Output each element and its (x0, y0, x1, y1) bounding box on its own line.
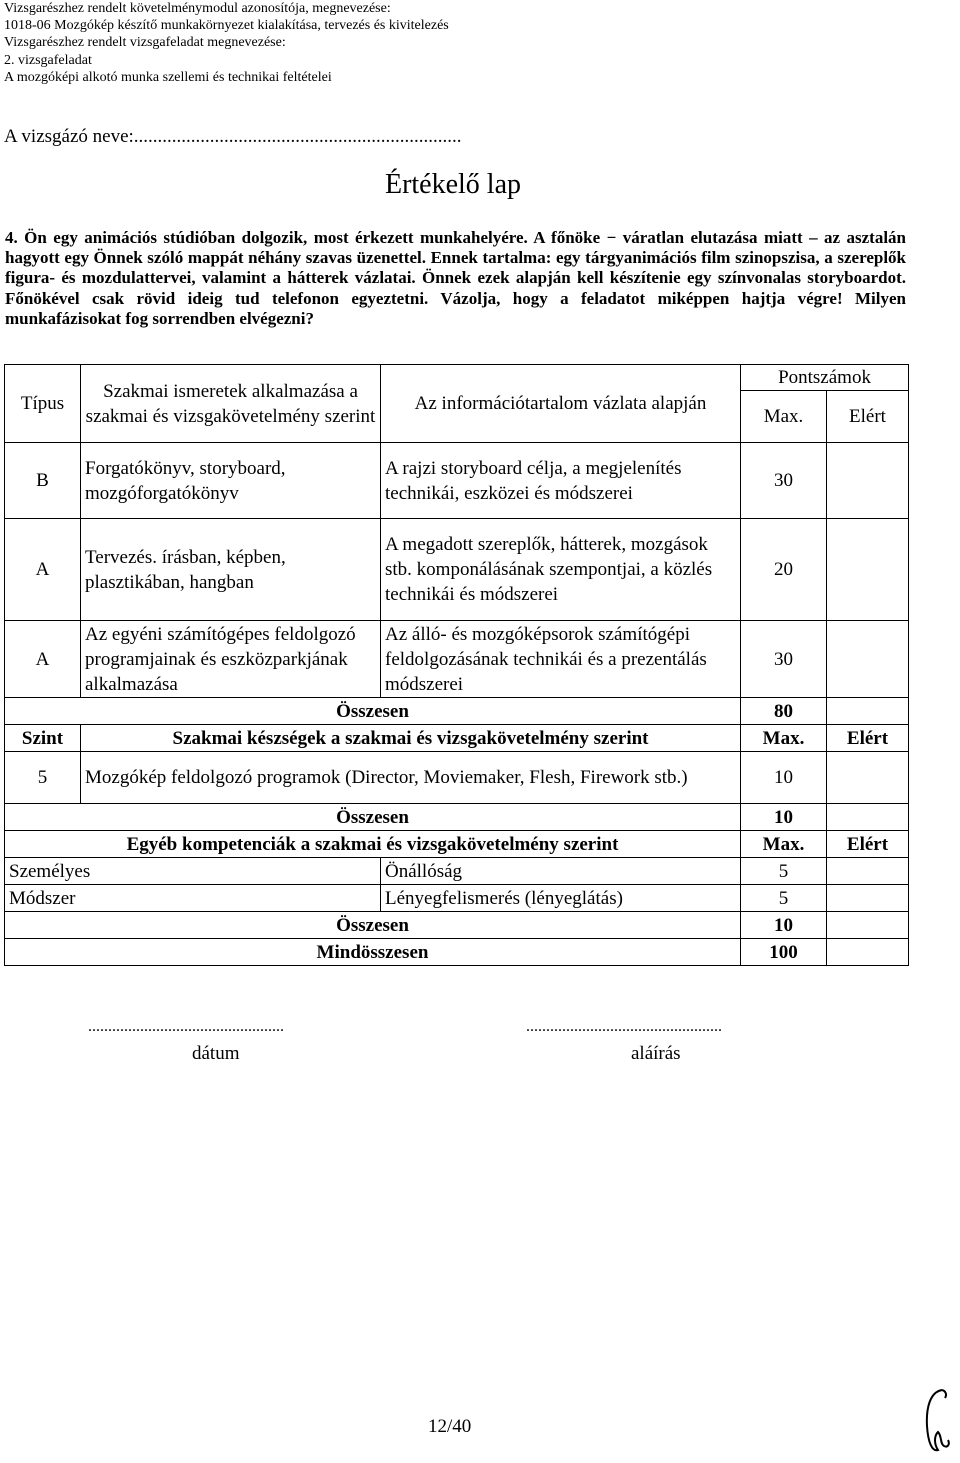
evaluation-table (4, 364, 909, 966)
header-points: Pontszámok (741, 365, 909, 391)
skills-total-label: Összesen (5, 804, 741, 831)
row-topic: Az egyéni számítógépes feldolgozó programjainak és eszközparkjának alkalmazása (81, 621, 381, 698)
header-line-module: 1018-06 Mozgókép készítő munkakörnyezet kialakítása, tervezés és kivitelezés (4, 18, 449, 34)
other-achieved-points[interactable] (827, 885, 909, 912)
page-header (4, 0, 449, 86)
row-type: A (5, 621, 81, 698)
row-achieved-points[interactable] (827, 519, 909, 621)
header-line-module-label: Vizsgarészhez rendelt követelménymodul azonosítója, megnevezése: (4, 1, 391, 16)
grand-total-max: 100 (741, 939, 827, 966)
row-max-points: 30 (741, 621, 827, 698)
row-max-points: 30 (741, 443, 827, 519)
other-total-achieved[interactable] (827, 912, 909, 939)
task-description: 4. Ön egy animációs stúdióban dolgozik, most érkezett munkahelyére. A főnöke − váratlan elutazása miatt – az asztalán hagyott egy Önnek szóló mappát néhány szavas üzenettel. Ennek tartalma: egy tárgyanimációs film szinopszisa, a szereplők figura- és mozdulattervei, valamint a hátterek vázlatai. Önnek ezek alapján kell készítenie egy színvonalas storyboardot. Főnökével csak rövid ideig tud telefonon egyeztetni. Vázolja, hogy a feladatot miképpen hajtja végre! Milyen munkafázisokat fog sorrendben elvégezni? (5, 228, 906, 328)
handwritten-mark (920, 1386, 954, 1458)
row-achieved-points[interactable] (827, 443, 909, 519)
row-topic: Forgatókönyv, storyboard, mozgóforgatókönyv (81, 443, 381, 519)
other-item: Önállóság (381, 858, 741, 885)
other-area: Módszer (5, 885, 381, 912)
header-achieved: Elért (827, 391, 909, 443)
knowledge-total-max: 80 (741, 698, 827, 725)
row-content: A megadott szereplők, hátterek, mozgások stb. komponálásának szempontjai, a közlés technikái és módszerei (381, 519, 741, 621)
page-title: Értékelő lap (384, 169, 522, 200)
date-line[interactable]: ................................................. (88, 1018, 284, 1035)
other-max-points: 5 (741, 885, 827, 912)
candidate-name-field[interactable]: A vizsgázó neve:..................................................................... (4, 126, 462, 147)
grand-total-achieved[interactable] (827, 939, 909, 966)
skills-max-header: Max. (741, 725, 827, 752)
row-type: B (5, 443, 81, 519)
header-max: Max. (741, 391, 827, 443)
skills-title: Szakmai készségek a szakmai és vizsgakövetelmény szerint (81, 725, 741, 752)
row-content: A rajzi storyboard célja, a megjelenítés technikái, eszközei és módszerei (381, 443, 741, 519)
header-line-task-number: 2. vizsgafeladat (4, 52, 92, 68)
other-max-points: 5 (741, 858, 827, 885)
header-line-task-label: Vizsgarészhez rendelt vizsgafeladat megnevezése: (4, 35, 286, 51)
row-content: Az álló- és mozgóképsorok számítógépi feldolgozásának technikái és a prezentálás módszerei (381, 621, 741, 698)
signature-label: aláírás (631, 1043, 681, 1064)
other-max-header: Max. (741, 831, 827, 858)
knowledge-total-achieved[interactable] (827, 698, 909, 725)
header-line-task-title: A mozgóképi alkotó munka szellemi és technikai feltételei (4, 69, 332, 85)
grand-total-label: Mindösszesen (5, 939, 741, 966)
skills-text: Mozgókép feldolgozó programok (Director, Moviemaker, Flesh, Firework stb.) (81, 752, 741, 804)
date-label: dátum (192, 1043, 240, 1064)
other-area: Személyes (5, 858, 381, 885)
other-item: Lényegfelismerés (lényeglátás) (381, 885, 741, 912)
row-topic: Tervezés. írásban, képben, plasztikában, hangban (81, 519, 381, 621)
other-total-label: Összesen (5, 912, 741, 939)
other-title: Egyéb kompetenciák a szakmai és vizsgakövetelmény szerint (5, 831, 741, 858)
table-row (5, 621, 909, 698)
skills-achieved-points[interactable] (827, 752, 909, 804)
skills-achieved-header: Elért (827, 725, 909, 752)
skills-total-achieved[interactable] (827, 804, 909, 831)
skills-level-header: Szint (5, 725, 81, 752)
header-knowledge: Szakmai ismeretek alkalmazása a szakmai és vizsgakövetelmény szerint (81, 365, 381, 443)
other-total-max: 10 (741, 912, 827, 939)
page-number: 12/40 (428, 1416, 472, 1437)
signature-line[interactable]: ................................................. (526, 1018, 722, 1035)
table-row (5, 858, 909, 885)
table-row (5, 752, 909, 804)
skills-total-max: 10 (741, 804, 827, 831)
table-row (5, 885, 909, 912)
row-achieved-points[interactable] (827, 621, 909, 698)
table-row (5, 519, 909, 621)
table-row (5, 443, 909, 519)
skills-level: 5 (5, 752, 81, 804)
knowledge-total-label: Összesen (5, 698, 741, 725)
other-achieved-header: Elért (827, 831, 909, 858)
skills-max-points: 10 (741, 752, 827, 804)
row-max-points: 20 (741, 519, 827, 621)
other-achieved-points[interactable] (827, 858, 909, 885)
header-type: Típus (5, 365, 81, 443)
header-info: Az információtartalom vázlata alapján (381, 365, 741, 443)
row-type: A (5, 519, 81, 621)
